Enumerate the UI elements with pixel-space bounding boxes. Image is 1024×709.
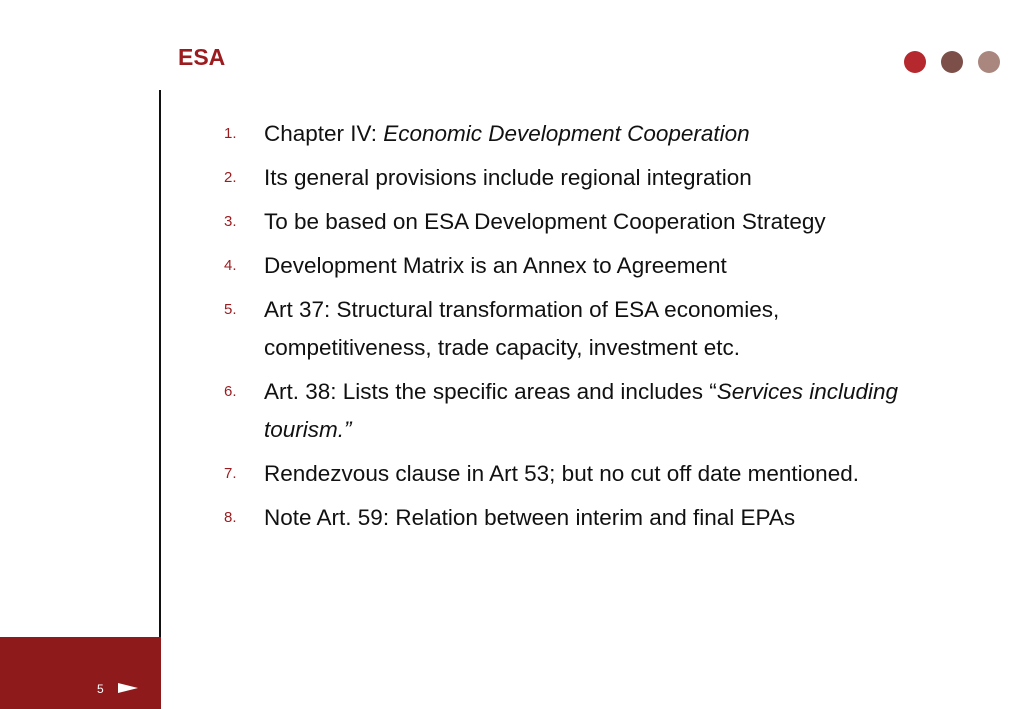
item-text: Note Art. 59: Relation between interim and final EPAs: [264, 505, 796, 530]
dot-icon: [978, 51, 1000, 73]
item-number: 8.: [224, 509, 237, 526]
footer-bar: [0, 637, 161, 709]
item-text: Chapter IV: Economic Development Cooperation: [264, 121, 750, 146]
list-item: [224, 373, 984, 449]
next-arrow-icon[interactable]: [118, 683, 138, 693]
item-text: Its general provisions include regional integration: [264, 165, 752, 190]
item-number: 6.: [224, 383, 237, 400]
item-number: 3.: [224, 213, 237, 230]
item-text: Rendezvous clause in Art 53; but no cut off date mentioned.: [264, 461, 859, 486]
item-number: 4.: [224, 257, 237, 274]
list-item: [224, 115, 984, 153]
list-item: [224, 203, 984, 241]
item-text: Art 37: Structural transformation of ESA economies, competitiveness, trade capacity, investment etc.: [264, 297, 780, 360]
list-item: [224, 291, 984, 367]
item-text: To be based on ESA Development Cooperation Strategy: [264, 209, 826, 234]
dot-icon: [941, 51, 963, 73]
slide-title: ESA: [178, 44, 226, 70]
page-number: 5: [97, 682, 104, 696]
item-number: 1.: [224, 125, 237, 142]
item-number: 7.: [224, 465, 237, 482]
item-text: Art. 38: Lists the specific areas and includes “Services including tourism.”: [264, 379, 899, 442]
item-text: Development Matrix is an Annex to Agreement: [264, 253, 727, 278]
list-item: [224, 499, 984, 537]
list-item: [224, 455, 984, 493]
list-item: [224, 247, 984, 285]
bullet-list: [224, 115, 984, 543]
vertical-divider: [159, 90, 161, 640]
item-number: 5.: [224, 301, 237, 318]
item-number: 2.: [224, 169, 237, 186]
list-item: [224, 159, 984, 197]
dot-icon: [904, 51, 926, 73]
